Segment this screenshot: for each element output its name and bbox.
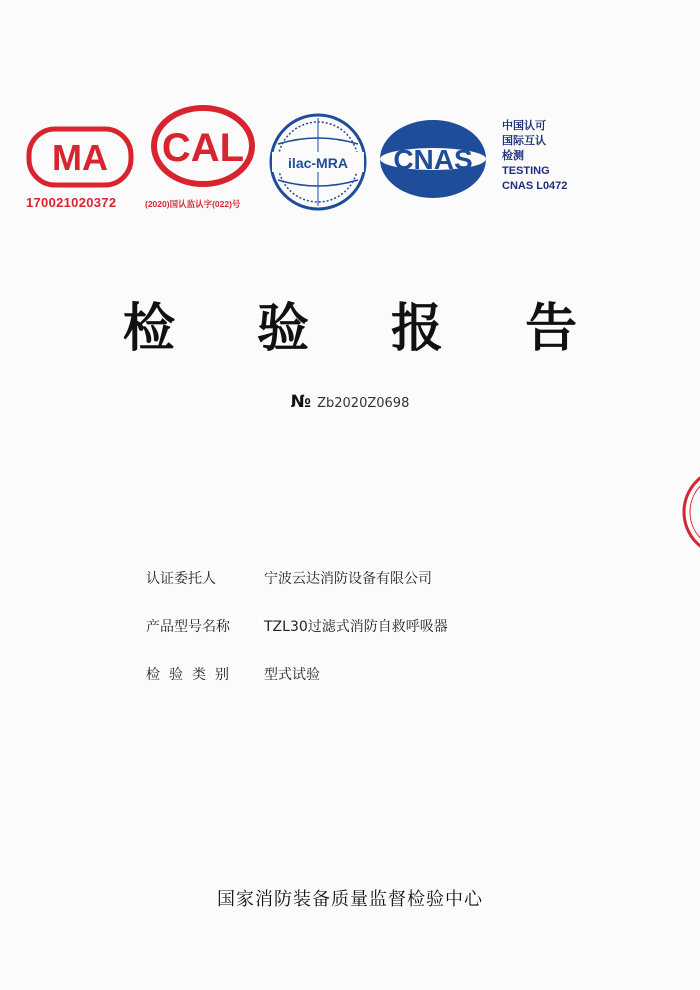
client-label: 认证委托人 [146,571,216,587]
info-row-client [146,568,448,616]
cnas-logo-text: CNAS [393,144,473,175]
report-info [146,568,448,712]
cnas-caption [502,119,567,194]
certification-logos [0,0,700,230]
type-label: 检验类别 [146,667,238,683]
type-value: 型式试验 [264,667,320,683]
page-title: 检 验 报 告 [122,298,610,359]
report-number-value: Zb2020Z0698 [317,396,410,411]
cnas-caption-line: CNAS L0472 [502,180,568,192]
cal-logo [150,104,256,188]
cal-number: (2020)国认监认字(022)号 [145,199,241,209]
cnas-caption-line: TESTING [502,165,550,177]
cal-logo-text: CAL [161,126,245,170]
red-seal-stamp [680,462,700,562]
cnas-caption-line: 国际互认 [502,135,546,147]
info-row-type [146,664,448,712]
ilac-mra-logo [268,112,368,212]
ilac-logo-text: ilac-MRA [288,155,348,171]
cma-number: 170021020372 [26,195,117,210]
cnas-caption-line: 中国认可 [502,120,546,132]
number-symbol: № [290,392,312,412]
issuer-name: 国家消防装备质量监督检验中心 [217,889,483,910]
client-value: 宁波云达消防设备有限公司 [264,571,432,587]
product-label: 产品型号名称 [146,619,230,635]
cma-logo [26,126,134,188]
cnas-caption-line: 检测 [502,150,524,162]
cnas-logo [378,118,488,200]
cma-logo-text: MA [52,137,108,178]
product-value: TZL30过滤式消防自救呼吸器 [264,619,448,635]
report-number [0,392,700,412]
info-row-product [146,616,448,664]
